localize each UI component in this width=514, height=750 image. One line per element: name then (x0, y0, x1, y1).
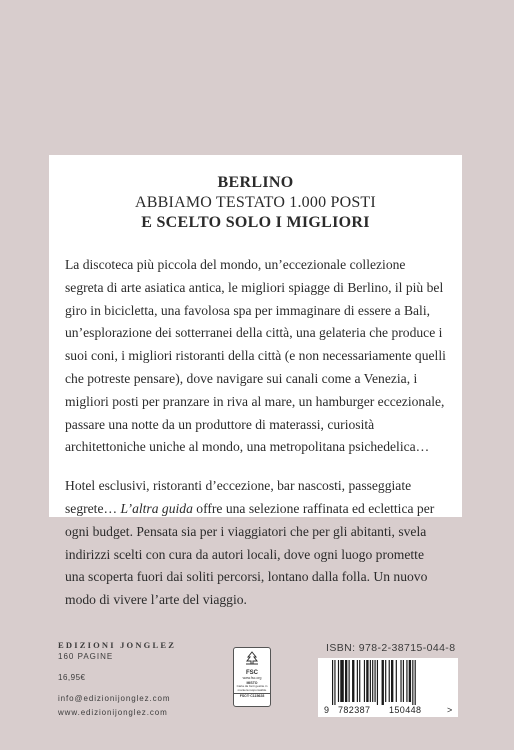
heading-city: BERLINO (217, 174, 294, 191)
paragraph-2-intro: Hotel esclusivi, ristoranti d’eccezione, bar nascosti, passeggiate segrete… (65, 478, 412, 516)
email-link[interactable]: info@edizionijonglez.com (58, 694, 171, 703)
barcode-bar (389, 660, 390, 702)
publisher-name: EDIZIONI JONGLEZ (58, 640, 177, 650)
barcode-digits (318, 705, 458, 717)
barcode-bar (359, 660, 360, 702)
barcode-bar (415, 660, 416, 706)
fsc-website: www.fsc.org (242, 676, 262, 680)
fsc-label: FSC (246, 670, 258, 676)
barcode-bar (374, 660, 375, 702)
fsc-code: FSC® C115628 (234, 693, 270, 699)
barcode-bar (412, 660, 413, 706)
barcode-bar (345, 660, 347, 702)
guide-series-name: L’altra guida (120, 500, 193, 516)
price: 16,95€ (58, 673, 86, 682)
barcode-first-digit: 9 (324, 705, 330, 715)
barcode-end-mark: > (447, 705, 453, 715)
barcode-bar (332, 660, 333, 706)
barcode-right-group: 150448 (389, 705, 422, 715)
description-paragraph-1: La discoteca più piccola del mondo, un’eccezionale collezione segreta di arte asiatica antica, le migliori spiagge di Berlino, il più bel giro in bicicletta, una favolosa spa per immaginare di essere a Bali, un’esplorazione dei sotterranei della città, una gelateria che produce i suoi coni, i migliori ristoranti della città (e non necessariamente quelli che potreste pensare), dove navigare sui canali come a Venezia, i migliori posti per pranzare in riva al mare, un hamburger eccezionale, passare una notte da un produttore di materassi, curiosità architettoniche uniche al mondo, una metropolitana psichedelica… (65, 257, 446, 455)
barcode-bar (349, 660, 350, 702)
description-paragraph-2 (65, 475, 446, 612)
barcode (318, 658, 458, 706)
barcode-bar (352, 660, 354, 702)
heading-tested: ABBIAMO TESTATO 1.000 POSTI (135, 194, 376, 211)
page-count: 160 PAGINE (58, 652, 114, 661)
barcode-bar (406, 660, 407, 702)
barcode-bar (391, 660, 393, 702)
barcode-bar (357, 660, 358, 702)
website-link[interactable]: www.edizionijonglez.com (58, 708, 168, 717)
barcode-bar (372, 660, 373, 702)
isbn-number: ISBN: 978-2-38715-044-8 (326, 642, 456, 654)
publisher-info (58, 640, 176, 717)
barcode-bar (340, 660, 344, 702)
barcode-bar (382, 660, 384, 706)
barcode-bar (396, 660, 397, 702)
barcode-bar (338, 660, 339, 702)
barcode-bar (364, 660, 365, 702)
barcode-left-group: 782387 (338, 705, 371, 715)
fsc-badge (233, 647, 271, 707)
fsc-description: Carta da fonti gestite in maniera responsabile (236, 684, 268, 692)
fsc-tree-icon (234, 651, 270, 670)
barcode-bar (409, 660, 411, 702)
barcode-bar (334, 660, 335, 706)
barcode-bar (370, 660, 371, 702)
barcode-bar (400, 660, 401, 702)
description-panel (49, 155, 462, 608)
barcode-bar (377, 660, 378, 706)
barcode-bar (385, 660, 386, 702)
heading-best: E SCELTO SOLO I MIGLIORI (141, 214, 370, 231)
back-cover-heading (65, 173, 446, 233)
paragraph-2-rest: offre una selezione raffinata ed eclettica per ogni budget. Pensata sia per i viaggiatori che per gli abitanti, svela indirizzi scelti con cura da autori locali, dove ogni luogo promette una scoperta fuori dai soliti percorsi, lontano dalla folla. Un nuovo modo di vivere l’arte del viaggio. (65, 500, 435, 608)
fsc-mix: MISTO (246, 681, 258, 685)
barcode-bar (403, 660, 404, 702)
barcode-bar (366, 660, 368, 702)
